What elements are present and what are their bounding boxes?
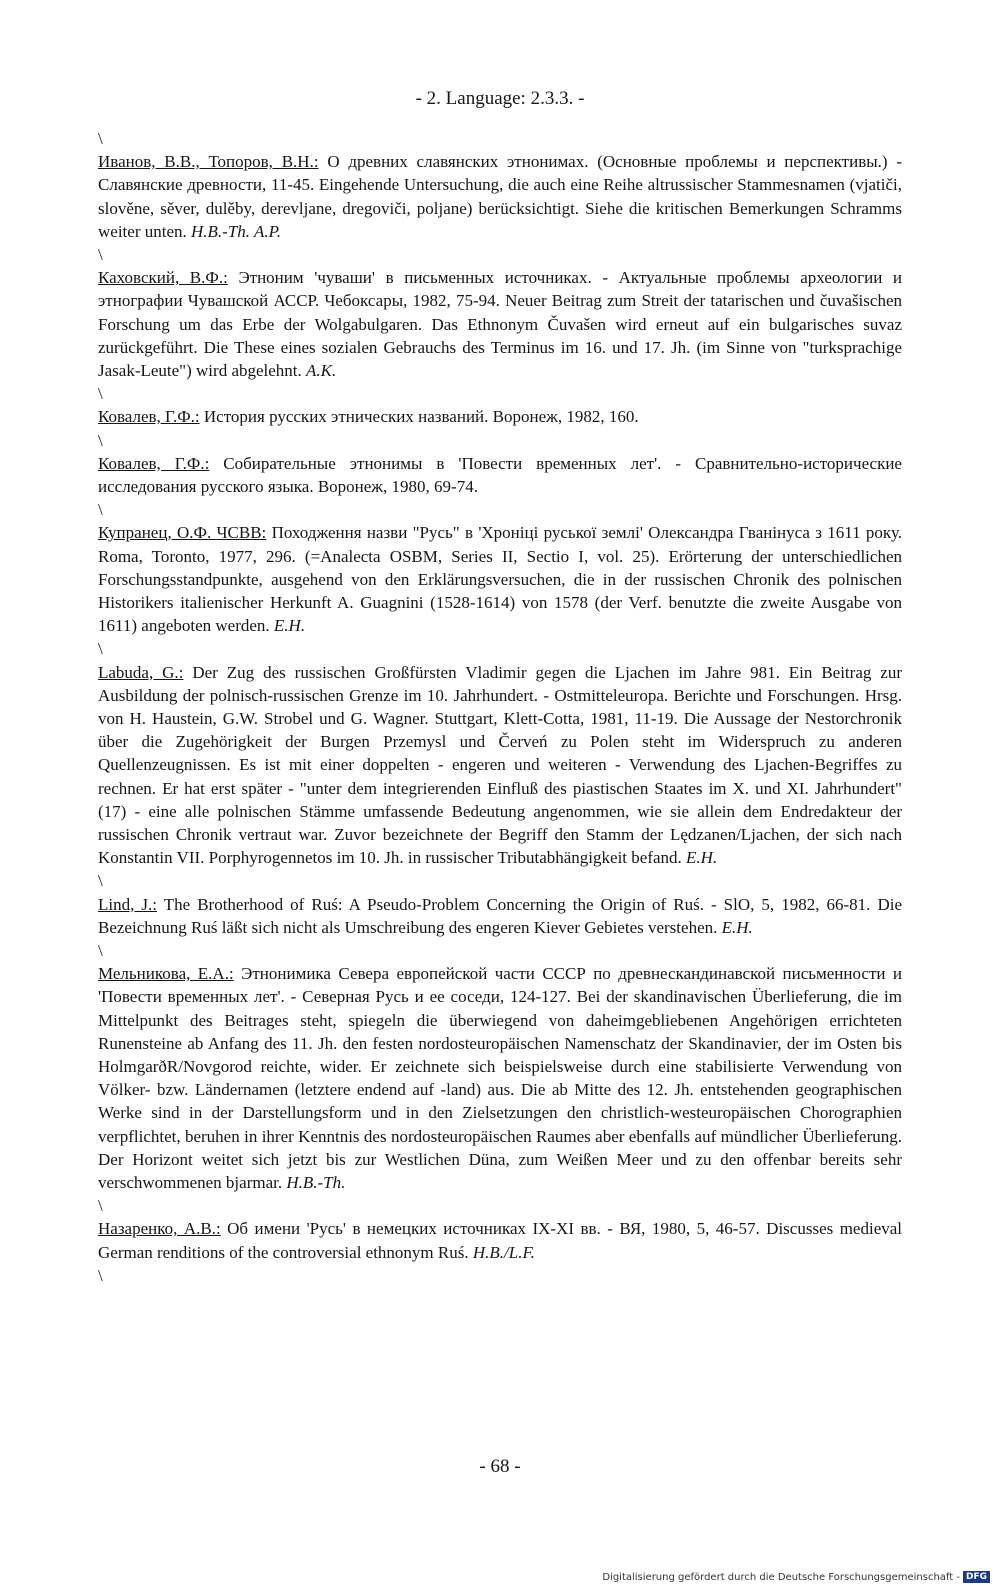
entry-initials: E.H.	[721, 917, 753, 937]
footer-credit	[602, 1571, 990, 1583]
entry-author: Ковалев, Г.Ф.:	[98, 453, 210, 473]
entry-separator: \	[98, 1196, 103, 1216]
entry-separator: \	[98, 941, 103, 960]
entry-initials: H.B./L.F.	[472, 1242, 535, 1262]
bibliography-list	[98, 127, 902, 1287]
bibliography-entry	[98, 521, 902, 637]
entry-initials: E.H.	[273, 616, 306, 636]
footer-text: Digitalisierung gefördert durch die Deutsche Forschungsgemeinschaft -	[602, 1571, 960, 1583]
entry-separator: \	[98, 430, 103, 450]
entry-author: Каховский, В.Ф.:	[98, 268, 228, 288]
entry-author: Иванов, В.В., Топоров, В.Н.:	[98, 152, 319, 172]
entry-separator: \	[98, 500, 103, 520]
bibliography-entry	[98, 405, 902, 428]
bibliography-entry	[98, 1217, 902, 1263]
entry-separator: \	[98, 245, 103, 264]
entry-separator: \	[98, 384, 103, 404]
entry-author: Labuda, G.:	[98, 662, 184, 682]
bibliography-entry	[98, 452, 902, 498]
entry-text: История русских этнических названий. Воронеж, 1982, 160.	[203, 407, 639, 427]
entry-author: Ковалев, Г.Ф.:	[98, 407, 200, 427]
bibliography-entry	[98, 661, 902, 870]
bibliography-entry	[98, 893, 902, 939]
entry-author: Купранец, О.Ф. ЧСВВ:	[98, 523, 267, 543]
entry-author: Lind, J.:	[98, 894, 157, 914]
entry-text: Походження назви "Русь" в 'Хроніці руської землі' Олександра Гванінуса з 1611 року. Roma, Toronto, 1977, 296. (=Analecta OSBM, Series II, Sectio I, vol. 25). Erörterung der unterschiedlichen Forschungsstandpunkte, ausgehend von den Erklärungsversuchen, die in der russischen Chronik des polnischen Historikers italienischer Herkunft A. Guagnini (1528-1614) von 1578 (der Verf. benutzte die zweite Ausgabe von 1611) angeboten werden.	[98, 523, 902, 636]
entry-separator: \	[98, 129, 103, 148]
entry-text: Об имени 'Русь' в немецких источниках IX-XI вв. - ВЯ, 1980, 5, 46-57. Discusses medieval German renditions of the controversial ethnonym Ruś.	[98, 1219, 903, 1262]
entry-text: О древних славянских этнонимах. (Основные проблемы и перспективы.) - Славянские древности, 11-45. Eingehende Untersuchung, die auch eine Reihe altrussischer Stammesnamen (vjatiči, slověne, sěver, dulěby, derevljane, dregoviči, poljane) berücksichtigt. Siehe die kritischen Bemerkungen Schramms weiter unten.	[98, 152, 902, 241]
entry-separator: \	[98, 1265, 103, 1285]
entry-text: Собирательные этнонимы в 'Повести временных лет'. - Сравнительно-исторические исследования русского языка. Воронеж, 1980, 69-74.	[98, 453, 902, 496]
entry-initials: A.K.	[306, 361, 337, 380]
page-number: - 68 -	[479, 1456, 521, 1477]
bibliography-entry	[98, 962, 902, 1194]
entry-separator: \	[98, 639, 103, 659]
entry-text: Этноним 'чуваши' в письменных источниках. - Актуальные проблемы археологии и этнографии Чувашской АССР. Чебоксары, 1982, 75-94. Neuer Beitrag zum Streit der tatarischen und čuvašischen Forschung um das Erbe der Wolgabulgaren. Das Ethnonym Čuvašen wird erneut auf ein bulgarisches suvaz zurückgeführt. Die These eines sozialen Gebrauchs des Terminus im 16. und 17. Jh. (im Sinne von "turksprachige Jasak-Leute") wird abgelehnt.	[98, 268, 903, 380]
entry-initials: E.H.	[686, 848, 718, 868]
page-header: - 2. Language: 2.3.3. -	[415, 88, 585, 109]
bibliography-entry	[98, 150, 902, 243]
entry-initials: H.B.-Th.	[286, 1173, 346, 1193]
entry-text: Этнонимика Севера европейской части СССР по древнескандинавской письменности и 'Повести временных лет'. - Северная Русь и ее соседи, 124-127. Bei der skandinavischen Überlieferung, die im Mittelpunkt des Beitrages steht, spiegeln die überwiegend von daheimgebliebenen Angehörigen errichteten Runensteine ab Anfang des 11. Jh. den festen nordosteuropäischen Namenschatz der Skandinavier, der im Osten bis HolmgarðR/Novgorod reichte, wider. Er zeichnete sich beispielsweise durch eine stabilisierte Verwendung von Völker- bzw. Ländernamen (letztere endend auf -land) aus. Die ab Mitte des 12. Jh. entstehenden geographischen Werke sind in der Darstellungsform und in den Zielsetzungen den christlich-westeuropäischen Chorographien verpflichtet, beruhen in ihrer Kenntnis des nordosteuropäischen Raumes aber ebenfalls auf mündlicher Überlieferung. Der Horizont weitet sich jetzt bis zur Westlichen Düna, zum Weißen Meer und zu den offenbar bereits sehr verschwommenen bjarmar.	[98, 964, 903, 1193]
entry-initials: H.B.-Th. A.P.	[191, 221, 282, 241]
dfg-logo-icon: DFG	[963, 1571, 990, 1583]
entry-author: Назаренко, А.В.:	[98, 1219, 221, 1239]
entry-separator: \	[98, 871, 103, 891]
entry-text: The Brotherhood of Ruś: A Pseudo-Problem Concerning the Origin of Ruś. - SlO, 5, 1982, 66-81. Die Bezeichnung Ruś läßt sich nicht als Umschreibung des engeren Kiever Gebietes verstehen.	[98, 894, 902, 937]
entry-author: Мельникова, Е.А.:	[98, 964, 234, 984]
entry-text: Der Zug des russischen Großfürsten Vladimir gegen die Ljachen im Jahre 981. Ein Beitrag zur Ausbildung der polnisch-russischen Grenze im 10. Jahrhundert. - Ostmitteleuropa. Berichte und Forschungen. Hrsg. von H. Haustein, G.W. Strobel und G. Wagner. Stuttgart, Klett-Cotta, 1981, 11-19. Die Aussage der Nestorchronik über die Zugehörigkeit der Burgen Przemysl und Červeń zu Polen steht im Widerspruch zu anderen Quellenzeugnissen. Es ist mit einer doppelten - engeren und weiteren - Verwendung des Ljachen-Begriffes zu rechnen. Er hat erst später - "unter dem integrierenden Einfluß des piastischen Staates im X. und XI. Jahrhundert" (17) - eine alle polnischen Stämme umfassende Bedeutung angenommen, wie sie allein dem Endredakteur der russischen Chronik vertraut war. Zuvor bezeichnete der Begriff den Stamm der Lędzanen/Ljachen, der sich nach Konstantin VII. Porphyrogennetos im 10. Jh. in russischer Tributabhängigkeit befand.	[98, 662, 902, 868]
bibliography-entry	[98, 266, 902, 382]
